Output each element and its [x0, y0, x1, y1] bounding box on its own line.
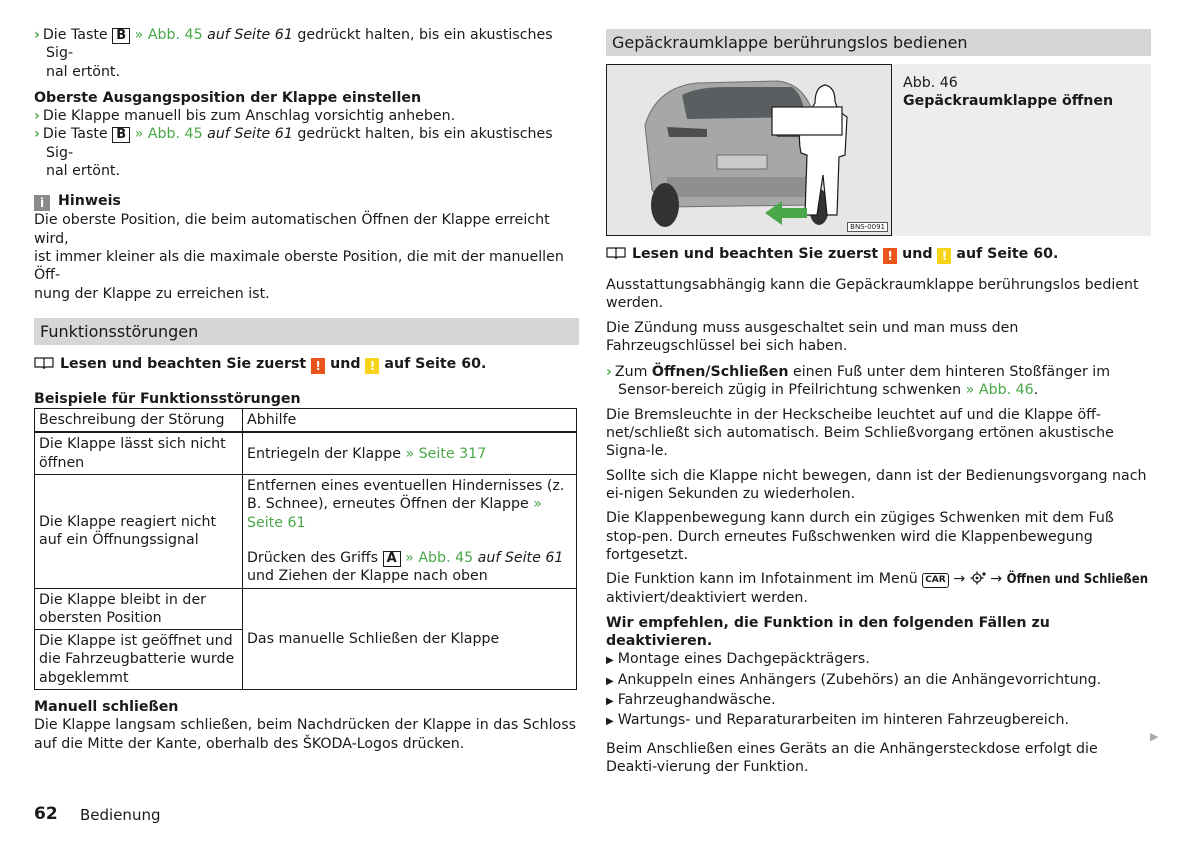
- step-arrow-icon: ›: [34, 108, 40, 125]
- table-cell: Die Klappe ist geöffnet und die Fahrzeugbatterie wurde abgeklemmt: [35, 630, 243, 690]
- step-arrow-icon: ›: [34, 27, 40, 43]
- table-header-cell: Abhilfe: [243, 409, 577, 433]
- read-first-notice: [34, 355, 579, 374]
- step-arrow-icon: ›: [606, 364, 612, 381]
- figure-caption: [892, 64, 1151, 236]
- figure-link[interactable]: » Abb. 45: [134, 126, 203, 143]
- paragraph: [34, 716, 579, 753]
- info-icon: i: [34, 195, 50, 211]
- step-bold-text: Öffnen/Schließen: [651, 364, 789, 381]
- figure-number: Abb. 46: [903, 75, 958, 91]
- list-item-text: Montage eines Dachgepäckträgers.: [617, 651, 870, 668]
- paragraph: Die Bremsleuchte in der Heckscheibe leuchtet auf und die Klappe öff-net/schließt sich automatisch. Beim Schließvorgang ertönen akustische Signa-le.: [606, 406, 1114, 460]
- bullet-list: [606, 650, 1151, 731]
- cell-text: und Ziehen der Klappe nach oben: [247, 568, 488, 585]
- menu-item-label: Öffnen und Schließen: [1006, 572, 1149, 588]
- list-item: [606, 671, 1151, 691]
- paragraph: Ausstattungsabhängig kann die Gepäckraumklappe berührungslos bedient werden.: [606, 277, 1139, 312]
- table-cell: Die Klappe reagiert nicht auf ein Öffnungssignal: [35, 475, 243, 588]
- list-item: [606, 650, 1151, 670]
- table-header-cell: Beschreibung der Störung: [35, 409, 243, 433]
- book-icon: [34, 356, 54, 370]
- table-cell: Die Klappe lässt sich nicht öffnen: [35, 432, 243, 474]
- button-b-icon: B: [112, 28, 130, 44]
- step-text: Zum: [614, 364, 648, 381]
- car-button-icon: CAR: [922, 573, 949, 588]
- read-first-text: auf Seite 60.: [384, 355, 487, 372]
- section-title-bar: Gepäckraumklappe berührungslos bedienen: [606, 29, 1151, 56]
- section-title-bar: Funktionsstörungen: [34, 318, 579, 345]
- paragraph: Die Zündung muss ausgeschaltet sein und man muss den Fahrzeugschlüssel bei sich haben.: [606, 319, 1019, 354]
- bullet-triangle-icon: ▶: [606, 716, 614, 728]
- instruction-step: [34, 125, 579, 180]
- instruction-step: [34, 107, 579, 125]
- instruction-step: › Zum Öffnen/Schließen einen Fuß unter dem hinteren Stoßfänger im Sensor-bereich zügig in Pfeilrichtung schwenken » Abb. 46.: [606, 364, 1111, 399]
- list-item: [606, 691, 1151, 711]
- table-header-row: [35, 409, 577, 433]
- table-row: [35, 432, 577, 474]
- note-heading: [34, 192, 579, 211]
- note-line: Die oberste Position, die beim automatischen Öffnen der Klappe erreicht wird,: [34, 212, 550, 247]
- page-link[interactable]: » Seite 61: [247, 496, 542, 531]
- list-item: [606, 711, 1151, 731]
- table-row: [35, 588, 577, 630]
- figure: [606, 64, 1151, 236]
- bullet-triangle-icon: ▶: [606, 695, 614, 707]
- button-b-icon: B: [112, 127, 130, 143]
- figure-link[interactable]: » Abb. 45: [405, 549, 474, 566]
- list-item-text: Fahrzeughandwäsche.: [617, 691, 776, 708]
- left-column: [34, 26, 579, 753]
- note-title: Hinweis: [58, 193, 121, 210]
- figure-link[interactable]: » Abb. 45: [134, 27, 203, 43]
- figure-link[interactable]: » Abb. 46: [965, 382, 1034, 399]
- bullet-triangle-icon: ▶: [606, 655, 614, 667]
- gear-icon: [970, 571, 986, 585]
- step-text: Die Taste: [42, 126, 108, 143]
- step-text: Die Taste: [42, 27, 108, 43]
- car-trunk-illustration: [607, 65, 892, 236]
- page-number: 62: [34, 804, 58, 824]
- paragraph-line: Die Klappe langsam schließen, beim Nachdrücken der Klappe in das Schloss: [34, 717, 577, 734]
- continue-triangle-icon: ▶: [1150, 730, 1159, 743]
- read-first-text: und: [902, 246, 933, 262]
- subheading: Oberste Ausgangsposition der Klappe einstellen: [34, 89, 422, 106]
- step-text: nal ertönt.: [46, 63, 121, 80]
- step-text: Die Klappe manuell bis zum Anschlag vorsichtig anheben.: [42, 108, 456, 125]
- step-text: gedrückt halten, bis ein akustisches Sig-: [46, 27, 553, 62]
- cell-text: Drücken des Griffs: [247, 549, 379, 566]
- cell-text: Entfernen eines eventuellen Hindernisses (z. B. Schnee), erneutes Öffnen der Klappe: [247, 478, 565, 513]
- table-row: [35, 475, 577, 588]
- paragraph: Die Klappenbewegung kann durch ein zügiges Schwenken mit dem Fuß stop-pen. Durch erneutes Fußschwenken wird die Klappenbewegung fortgesetzt.: [606, 510, 1114, 563]
- table-cell: Das manuelle Schließen der Klappe: [243, 588, 577, 689]
- menu-arrow: →: [953, 571, 966, 588]
- paragraph: Beim Anschließen eines Geräts an die Anhängersteckdose erfolgt die Deakti-vierung der Funktion.: [606, 740, 1098, 775]
- note-text: [34, 211, 579, 302]
- warning-yellow-icon: !: [365, 358, 379, 374]
- right-column: [606, 29, 1151, 782]
- recommendation-title: Wir empfehlen, die Funktion in den folgenden Fällen zu deaktivieren.: [606, 614, 1050, 650]
- table-cell: [243, 432, 577, 474]
- step-text: nal ertönt.: [46, 163, 121, 180]
- table-title: Beispiele für Funktionsstörungen: [34, 390, 301, 407]
- step-arrow-icon: ›: [34, 126, 40, 143]
- warning-red-icon: !: [883, 248, 897, 264]
- warning-red-icon: !: [311, 358, 325, 374]
- figure-image: [606, 64, 892, 236]
- page-ref: auf Seite 61: [207, 126, 293, 143]
- paragraph: Sollte sich die Klappe nicht bewegen, dann ist der Bedienungsvorgang nach ei-nigen Sekunden zu wiederholen.: [606, 467, 1147, 502]
- book-icon: [606, 246, 626, 260]
- table-cell: [243, 475, 577, 588]
- cell-text: Entriegeln der Klappe: [247, 445, 401, 462]
- section-footer: Bedienung: [80, 806, 161, 824]
- read-first-text: Lesen und beachten Sie zuerst: [632, 246, 879, 262]
- instruction-step: [34, 26, 579, 81]
- step-text: einen Fuß unter dem hinteren Stoßfänger im Sensor-bereich zügig in Pfeilrichtung schwenken: [618, 364, 1111, 399]
- warning-yellow-icon: !: [937, 248, 951, 264]
- figure-tag: BNS-0091: [847, 222, 888, 232]
- bullet-triangle-icon: ▶: [606, 675, 614, 687]
- subheading: Manuell schließen: [34, 699, 179, 716]
- read-first-text: und: [330, 355, 361, 372]
- step-text: gedrückt halten, bis ein akustisches Sig-: [46, 126, 553, 161]
- paragraph-line: auf die Mitte der Kante, oberhalb des ŠKODA-Logos drücken.: [34, 735, 465, 752]
- list-item-text: Ankuppeln eines Anhängers (Zubehörs) an die Anhängevorrichtung.: [617, 671, 1102, 688]
- paragraph-text: aktiviert/deaktiviert werden.: [606, 590, 808, 607]
- read-first-notice: [606, 245, 1151, 264]
- read-first-text: Lesen und beachten Sie zuerst: [60, 355, 307, 372]
- page-ref: auf Seite 61: [207, 27, 293, 43]
- table-cell: Die Klappe bleibt in der obersten Position: [35, 588, 243, 630]
- menu-arrow: →: [990, 571, 1003, 588]
- note-line: ist immer kleiner als die maximale oberste Position, die mit der manuellen Öff-: [34, 248, 564, 284]
- fault-table: [34, 408, 577, 690]
- paragraph-text: Die Funktion kann im Infotainment im Menü: [606, 571, 918, 588]
- read-first-text: auf Seite 60.: [956, 246, 1059, 262]
- page-link[interactable]: » Seite 317: [405, 445, 487, 462]
- page-ref: auf Seite 61: [477, 549, 564, 566]
- note-line: nung der Klappe zu erreichen ist.: [34, 285, 270, 302]
- figure-title: Gepäckraumklappe öffnen: [903, 93, 1114, 110]
- list-item-text: Wartungs- und Reparaturarbeiten im hinteren Fahrzeugbereich.: [617, 712, 1069, 729]
- paragraph: [606, 570, 1151, 608]
- button-a-icon: A: [383, 551, 401, 567]
